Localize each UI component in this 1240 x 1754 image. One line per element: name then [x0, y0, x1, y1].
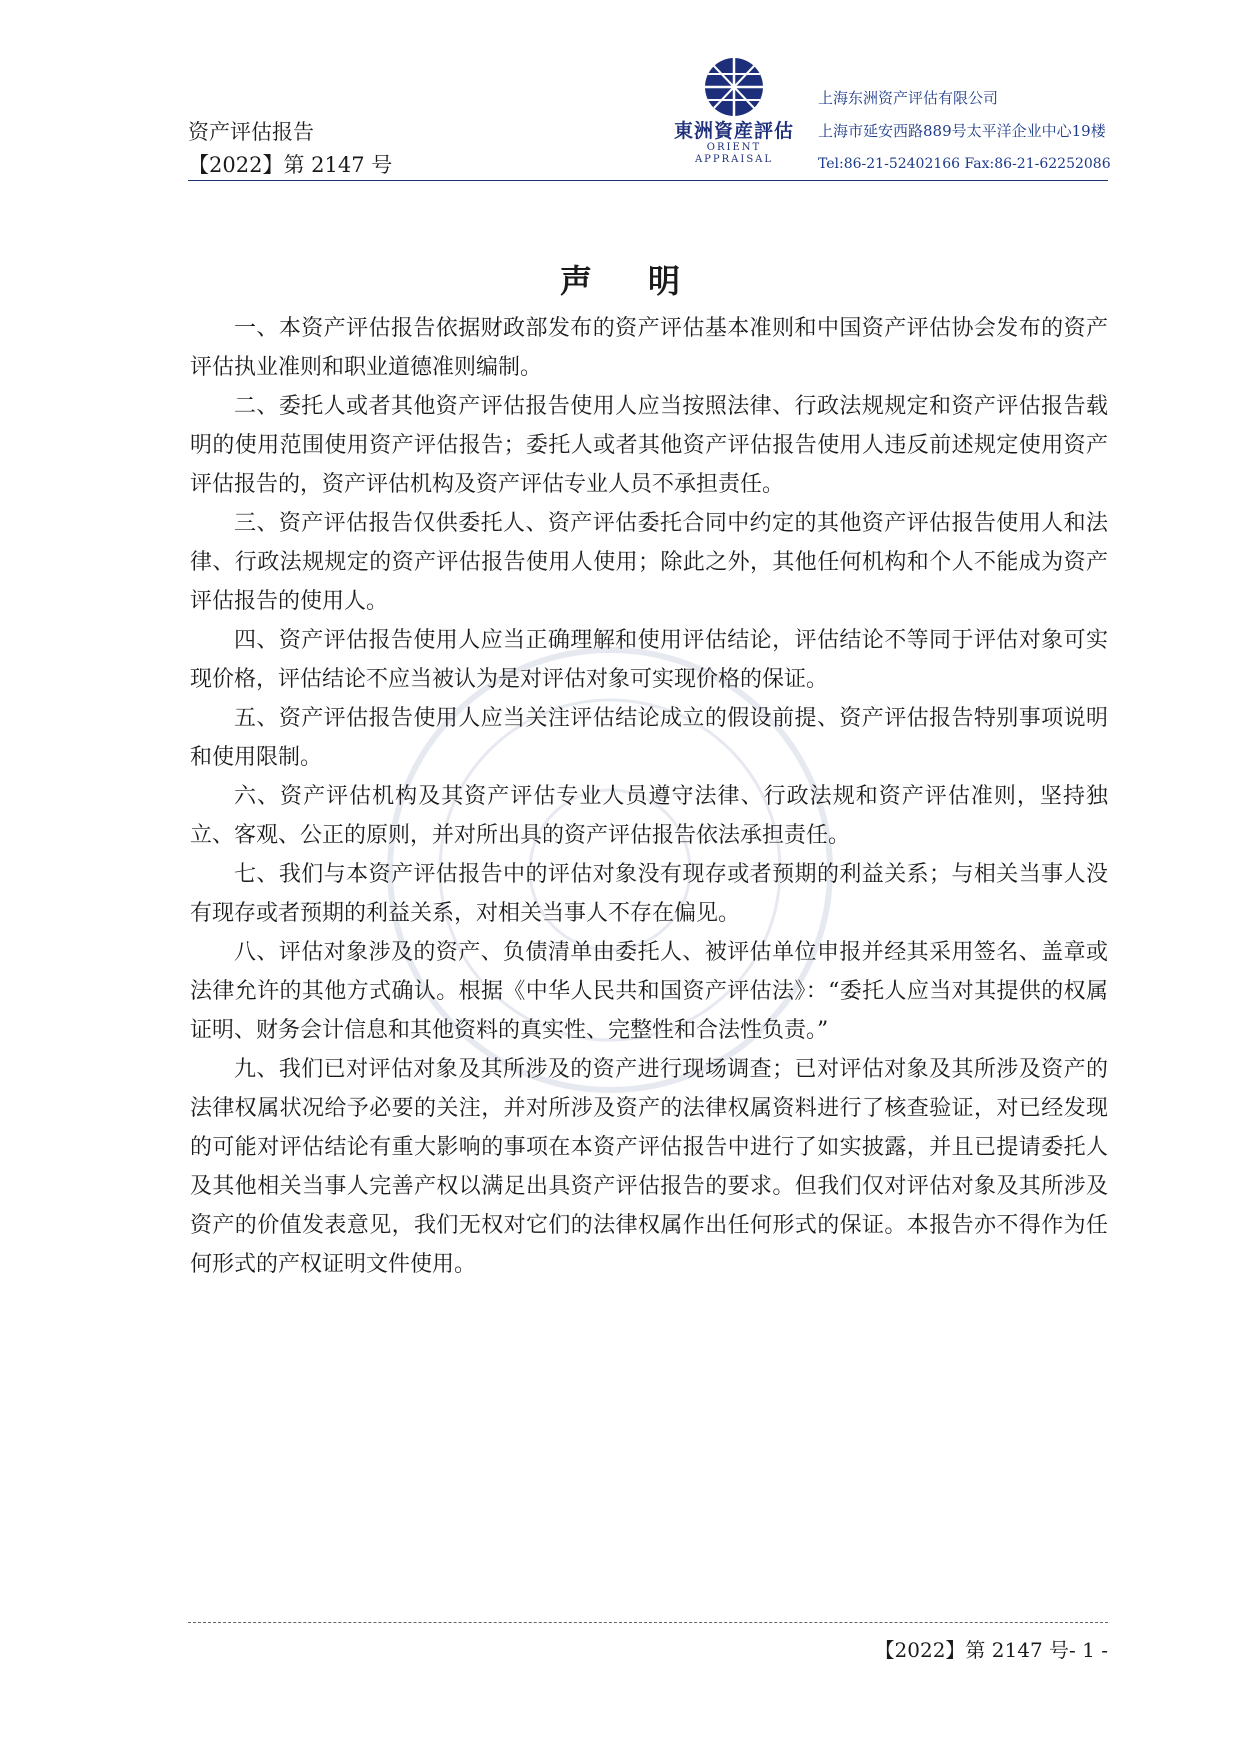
- statement-paragraph: 一、本资产评估报告依据财政部发布的资产评估基本准则和中国资产评估协会发布的资产评估执业准则和职业道德准则编制。: [190, 316, 1108, 380]
- page-number: 【2022】第 2147 号- 1 -: [874, 1638, 1108, 1662]
- page-title: 声明: [559, 262, 736, 300]
- company-contact: Tel:86-21-52402166 Fax:86-21-62252086: [818, 156, 1111, 172]
- doc-type: 资产评估报告: [188, 120, 314, 144]
- company-name: 上海东洲资产评估有限公司: [818, 89, 999, 107]
- statement-paragraph: 二、委托人或者其他资产评估报告使用人应当按照法律、行政法规规定和资产评估报告载明的使用范围使用资产评估报告；委托人或者其他资产评估报告使用人违反前述规定使用资产评估报告的，资产评估机构及资产评估专业人员不承担责任。: [190, 394, 1108, 497]
- report-number: 【2022】第 2147 号: [188, 153, 393, 177]
- globe-icon: [702, 56, 766, 118]
- statement-paragraph: 八、评估对象涉及的资产、负债清单由委托人、被评估单位申报并经其采用签名、盖章或法律允许的其他方式确认。根据《中华人民共和国资产评估法》：“委托人应当对其提供的权属证明、财务会计信息和其他资料的真实性、完整性和合法性负责。”: [190, 940, 1108, 1043]
- footer-divider: [188, 1622, 1108, 1623]
- statement-paragraph: 六、资产评估机构及其资产评估专业人员遵守法律、行政法规和资产评估准则，坚持独立、客观、公正的原则，并对所出具的资产评估报告依法承担责任。: [190, 784, 1108, 848]
- statement-paragraph: 四、资产评估报告使用人应当正确理解和使用评估结论，评估结论不等同于评估对象可实现价格，评估结论不应当被认为是对评估对象可实现价格的保证。: [190, 628, 1108, 692]
- logo-name-en: ORIENT APPRAISAL: [694, 142, 774, 165]
- logo-name-cn: 東洲資産評估: [673, 120, 794, 142]
- statement-paragraph: 七、我们与本资产评估报告中的评估对象没有现存或者预期的利益关系；与相关当事人没有现存或者预期的利益关系，对相关当事人不存在偏见。: [190, 862, 1108, 926]
- company-info: [818, 82, 1111, 181]
- header-divider: [188, 180, 1108, 181]
- company-address: 上海市延安西路889号太平洋企业中心19楼: [818, 122, 1106, 140]
- statement-paragraph: 三、资产评估报告仅供委托人、资产评估委托合同中约定的其他资产评估报告使用人和法律、行政法规规定的资产评估报告使用人使用；除此之外，其他任何机构和个人不能成为资产评估报告的使用人。: [190, 511, 1108, 614]
- report-header: [188, 116, 392, 182]
- statement-paragraph: 五、资产评估报告使用人应当关注评估结论成立的假设前提、资产评估报告特别事项说明和使用限制。: [190, 706, 1108, 770]
- statement-paragraph: 九、我们已对评估对象及其所涉及的资产进行现场调查；已对评估对象及其所涉及资产的法律权属状况给予必要的关注，并对所涉及资产的法律权属资料进行了核查验证，对已经发现的可能对评估结论有重大影响的事项在本资产评估报告中进行了如实披露，并且已提请委托人及其他相关当事人完善产权以满足出具资产评估报告的要求。但我们仅对评估对象及其所涉及资产的价值发表意见，我们无权对它们的法律权属作出任何形式的保证。本报告亦不得作为任何形式的产权证明文件使用。: [190, 1057, 1108, 1277]
- statement-body: [190, 309, 1108, 1284]
- company-logo: [670, 56, 798, 166]
